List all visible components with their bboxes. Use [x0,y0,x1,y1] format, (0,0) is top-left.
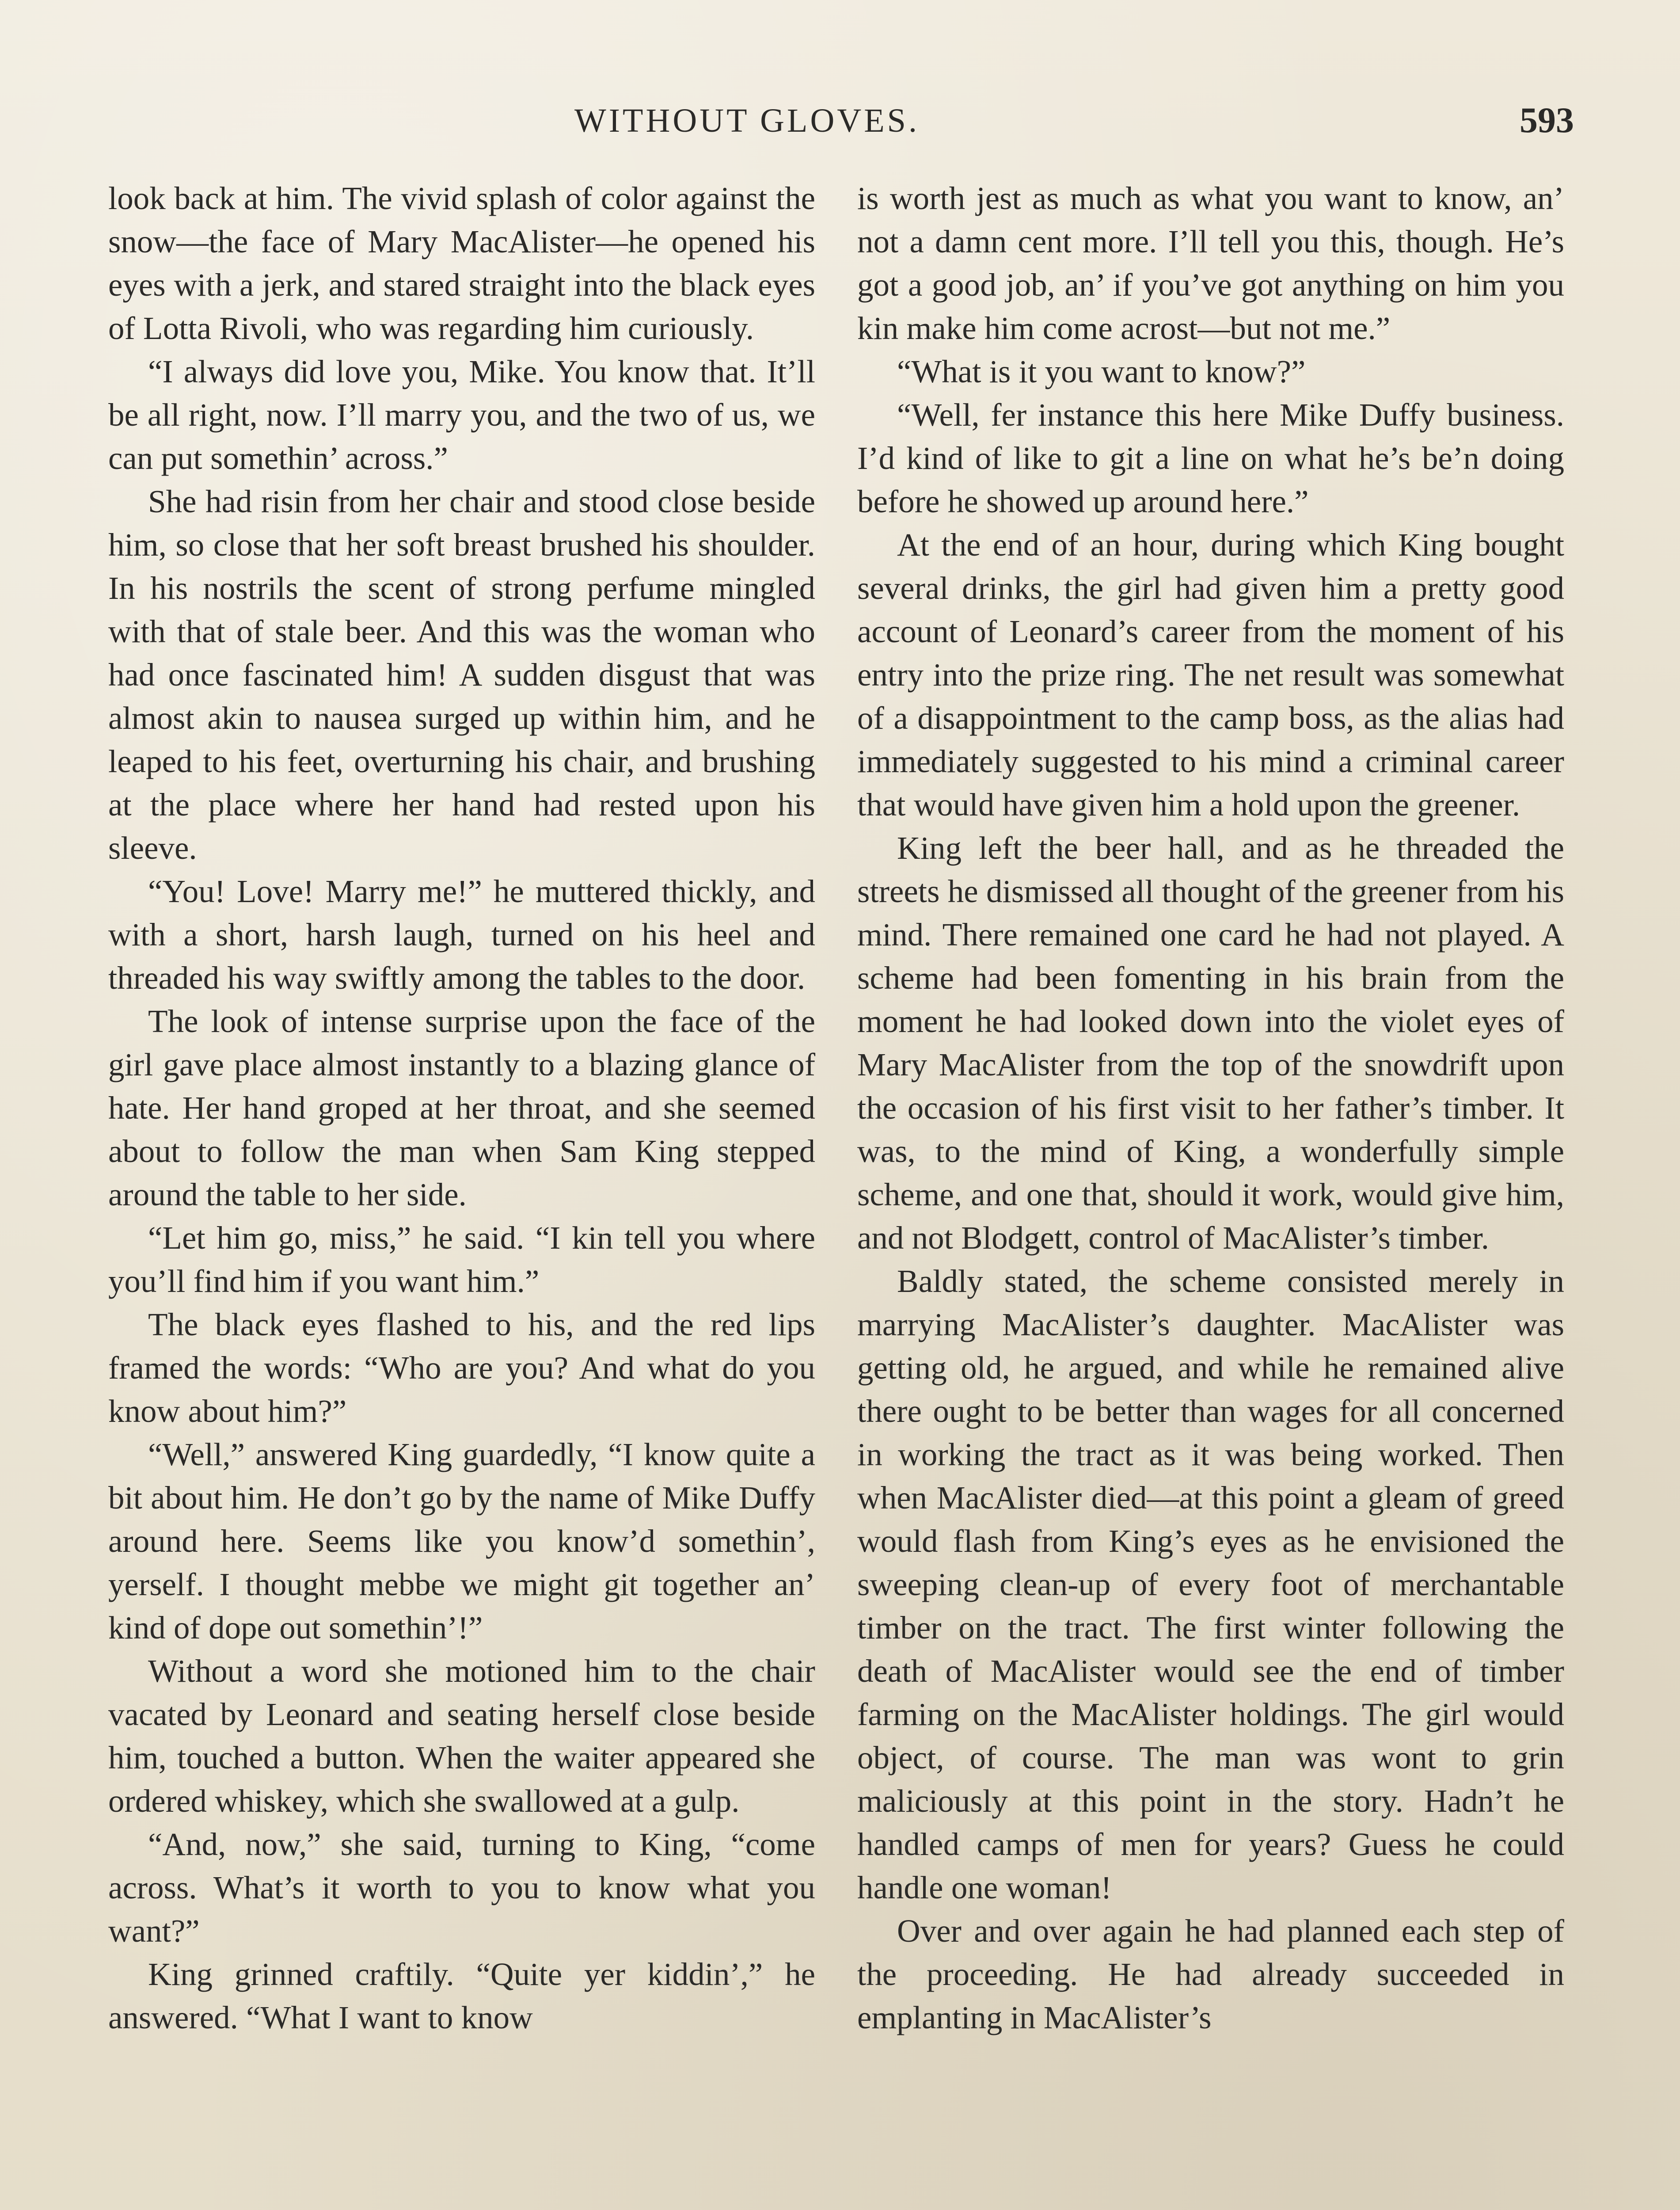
paragraph: Over and over again he had planned each step of the proceeding. He had already succeeded in emplanting in MacAlister’s [857,1913,1564,2035]
paragraph: “Let him go, miss,” he said. “I kin tell you where you’ll find him if you want him.” [108,1220,815,1299]
left-column [108,177,815,2039]
paragraph: “And, now,” she said, turning to King, “come across. What’s it worth to you to know what you want?” [108,1826,815,1949]
paragraph: The black eyes flashed to his, and the red lips framed the words: “Who are you? And what do you know about him?” [108,1307,815,1429]
paragraph: The look of intense surprise upon the face of the girl gave place almost instantly to a blazing glance of hate. Her hand groped at her throat, and she seemed about to follow the man when Sam King stepped around the table to her side. [108,1003,815,1212]
page-number: 593 [1520,100,1574,140]
running-title: WITHOUT GLOVES. [574,102,920,139]
paragraph: King left the beer hall, and as he threaded the streets he dismissed all thought of the greener from his mind. There remained one card he had not played. A scheme had been fomenting in his brain from the moment he had looked down into the violet eyes of Mary MacAlister from the top of the snowdrift upon the occasion of his first visit to her father’s timber. It was, to the mind of King, a wonderfully simple scheme, and one that, should it work, would give him, and not Blodgett, control of MacAlister’s timber. [857,830,1564,1256]
paragraph: “Well,” answered King guardedly, “I know quite a bit about him. He don’t go by the name of Mike Duffy around here. Seems like you know’d somethin’, yerself. I thought mebbe we might git together an’ kind of dope out somethin’!” [108,1436,815,1646]
paragraph: “You! Love! Marry me!” he muttered thickly, and with a short, harsh laugh, turned on his heel and threaded his way swiftly among the tables to the door. [108,873,815,996]
paragraph: “I always did love you, Mike. You know that. It’ll be all right, now. I’ll marry you, and the two of us, we can put somethin’ across.” [108,354,815,476]
paragraph: is worth jest as much as what you want to know, an’ not a damn cent more. I’ll tell you this, though. He’s got a good job, an’ if you’ve got anything on him you kin make him come acrost—but not me.” [857,180,1564,346]
paragraph: She had risin from her chair and stood close beside him, so close that her soft breast brushed his shoulder. In his nostrils the scent of strong perfume mingled with that of stale beer. And this was the woman who had once fascinated him! A sudden disgust that was almost akin to nausea surged up within him, and he leaped to his feet, overturning his chair, and brushing at the place where her hand had rested upon his sleeve. [108,484,815,866]
paragraph: At the end of an hour, during which King bought several drinks, the girl had given him a pretty good account of Leonard’s career from the moment of his entry into the prize ring. The net result was somewhat of a disappointment to the camp boss, as the alias had immediately suggested to his mind a criminal career that would have given him a hold upon the greener. [857,527,1564,823]
right-column [857,177,1564,2039]
paragraph: “Well, fer instance this here Mike Duffy business. I’d kind of like to git a line on what he’s be’n doing before he showed up around here.” [857,397,1564,519]
paragraph: Baldly stated, the scheme consisted merely in marrying MacAlister’s daughter. MacAlister was getting old, he argued, and while he remained alive there ought to be better than wages for all concerned in working the tract as it was being worked. Then when MacAlister died—at this point a gleam of greed would flash from King’s eyes as he envisioned the sweeping clean-up of every foot of merchantable timber on the tract. The first winter following the death of MacAlister would see the end of timber farming on the MacAlister holdings. The girl would object, of course. The man was wont to grin maliciously at this point in the story. Hadn’t he handled camps of men for years? Guess he could handle one woman! [857,1263,1564,1905]
paragraph: King grinned craftily. “Quite yer kiddin’,” he answered. “What I want to know [108,1956,815,2035]
paragraph: look back at him. The vivid splash of color against the snow—the face of Mary MacAlister—he opened his eyes with a jerk, and stared straight into the black eyes of Lotta Rivoli, who was regarding him curiously. [108,180,815,346]
paragraph: “What is it you want to know?” [897,354,1306,389]
paragraph: Without a word she motioned him to the chair vacated by Leonard and seating herself close beside him, touched a button. When the waiter appeared she ordered whiskey, which she swallowed at a gulp. [108,1653,815,1819]
